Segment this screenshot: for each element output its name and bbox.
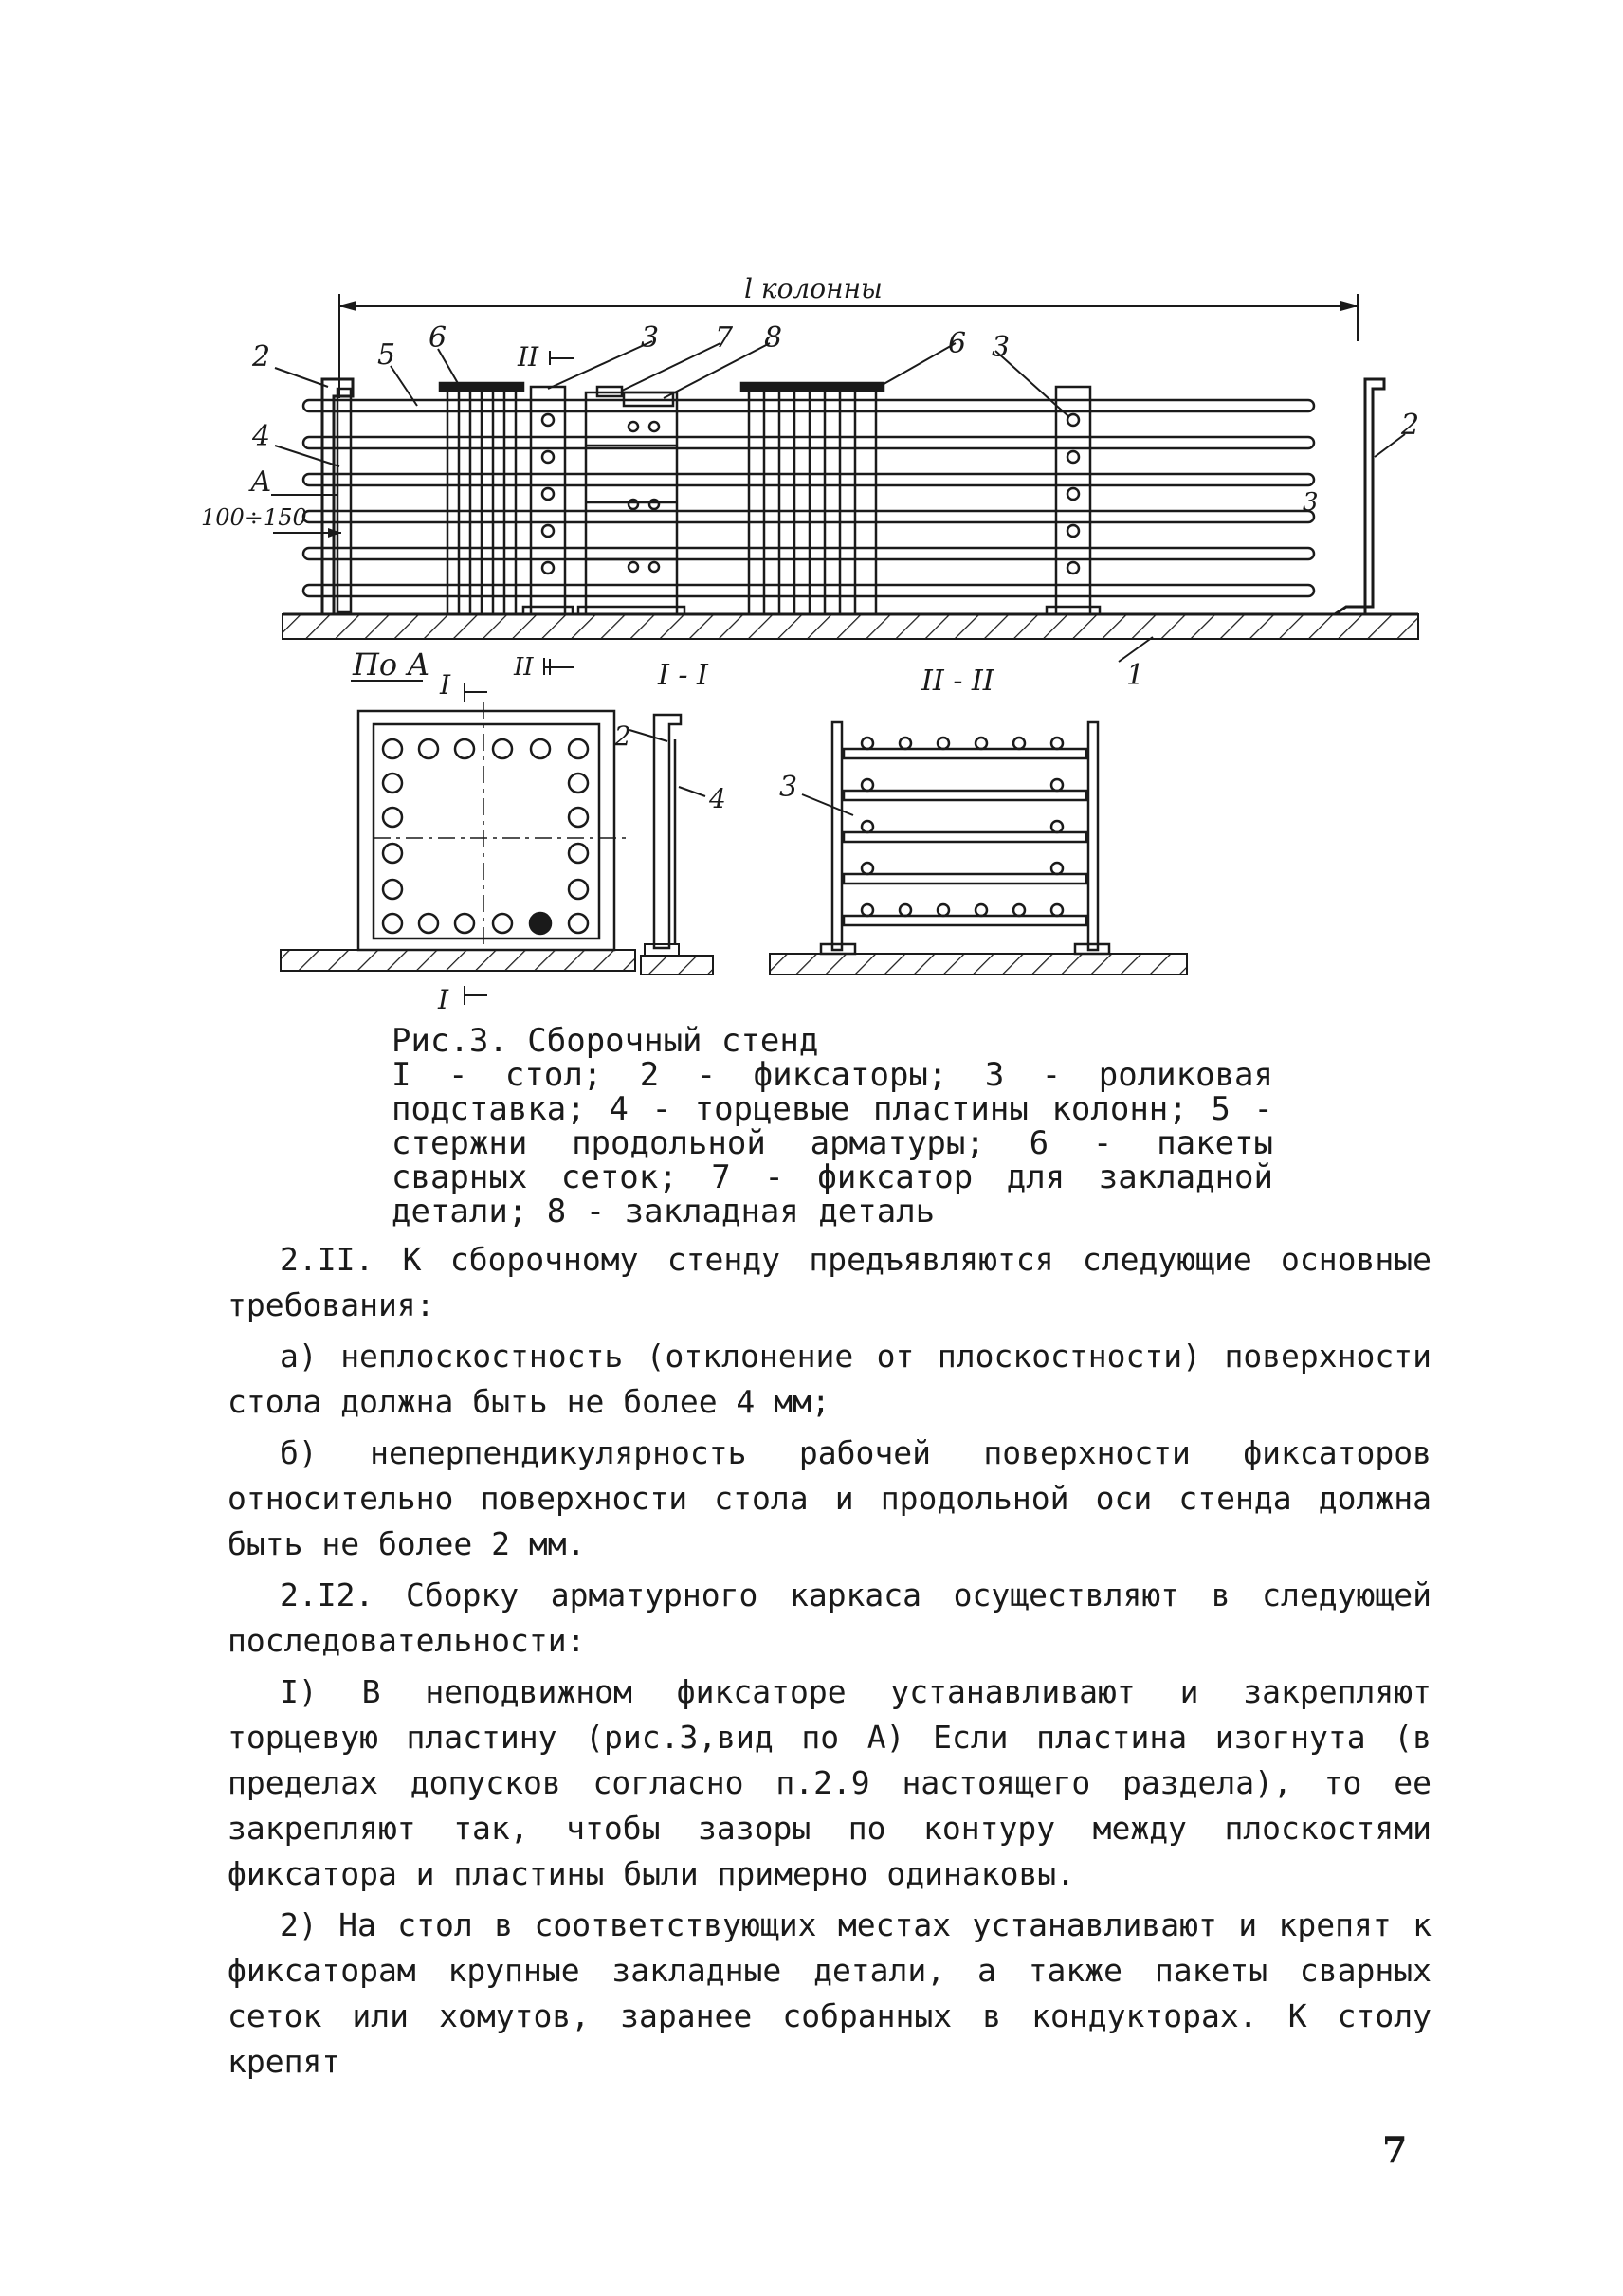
end-plate-view — [358, 702, 626, 950]
callout-3-tail: 3 — [1303, 488, 1319, 517]
view-A-label: А — [250, 465, 272, 499]
callout-7: 7 — [715, 321, 734, 355]
section-II-table-hatch — [770, 954, 1187, 975]
caption-title: Рис.3. Сборочный стенд — [392, 1022, 819, 1060]
section-II-marker-view: II — [514, 653, 534, 682]
callout-II-main: II — [518, 341, 539, 373]
paragraph-step-2: 2) На стол в соответствующих местах устанавливают и крепят к фиксаторам крупные закладные детали, а также пакеты сварных сеток или хомутов, заранее собранных в кондукторах. К столу крепят — [228, 1906, 1432, 2080]
section-II-title: II - II — [921, 665, 994, 698]
embedded-part-area — [578, 387, 684, 614]
paragraph-a: а) неплоскостность (отклонение от плоскостности) поверхности стола должна быть не более 4 мм; — [228, 1338, 1432, 1420]
page-number: 7 — [1382, 2128, 1408, 2171]
figure-caption — [392, 1024, 1273, 1229]
callout-1: 1 — [1126, 659, 1145, 692]
mesh-package-right — [741, 383, 884, 614]
callout-2-section-I: 2 — [614, 720, 631, 752]
section-I-marker-bottom: I — [438, 984, 449, 1015]
paragraph-b: б) неперпендикулярность рабочей поверхности фиксаторов относительно поверхности стола и продольной оси стенда должна быть не более 2 мм. — [228, 1434, 1432, 1562]
mesh-package-left — [440, 383, 523, 614]
callout-4-section-I: 4 — [709, 783, 726, 814]
table-hatch — [283, 614, 1418, 639]
view-from-A-label: По А — [353, 647, 430, 683]
assembly-stand-figure — [0, 0, 1623, 1024]
callout-3-section-II: 3 — [779, 771, 798, 804]
section-I-marker-top: I — [440, 669, 451, 701]
callout-4: 4 — [252, 420, 271, 453]
spacing-label: 100÷150 — [201, 504, 307, 531]
right-fixator-shape — [1335, 379, 1384, 614]
paragraph-step-1: I) В неподвижном фиксаторе устанавливают и закрепляют торцевую пластину (рис.3,вид по А) Если пластина изогнута (в пределах допусков согласно п.2.9 настоящего раздела), то ее закрепляют так, чтобы зазоры по контуру между плоскостями фиксатора и пластины были примерно одинаковы. — [228, 1673, 1432, 1892]
caption-legend: I - стол; 2 - фиксаторы; 3 - роликовая подставка; 4 - торцевые пластины колонн; 5 - стержни продольной арматуры; 6 - пакеты сварных сеток; 7 - фиксатор для закладной детали; 8 - закладная деталь — [392, 1056, 1273, 1230]
callout-6-right: 6 — [948, 327, 967, 360]
callout-3-mid: 3 — [641, 321, 660, 355]
section-I-table-hatch — [641, 956, 713, 975]
callout-8: 8 — [764, 321, 783, 355]
callout-3-right: 3 — [992, 331, 1011, 364]
callout-2-right: 2 — [1401, 409, 1420, 442]
view-A-table-hatch — [281, 950, 635, 971]
body-text — [228, 1237, 1432, 2085]
callout-2-left: 2 — [252, 340, 271, 374]
paragraph-2-11: 2.II. К сборочному стенду предъявляются следующие основные требования: — [228, 1241, 1432, 1323]
section-II-frame — [821, 722, 1109, 954]
callout-5: 5 — [377, 338, 396, 372]
length-dimension-label: l колонны — [744, 273, 883, 304]
roller-stands — [523, 387, 1100, 614]
section-I-title: I - I — [658, 659, 708, 692]
paragraph-2-12: 2.I2. Сборку арматурного каркаса осуществляют в следующей последовательности: — [228, 1576, 1432, 1659]
callout-6-left: 6 — [429, 321, 447, 355]
